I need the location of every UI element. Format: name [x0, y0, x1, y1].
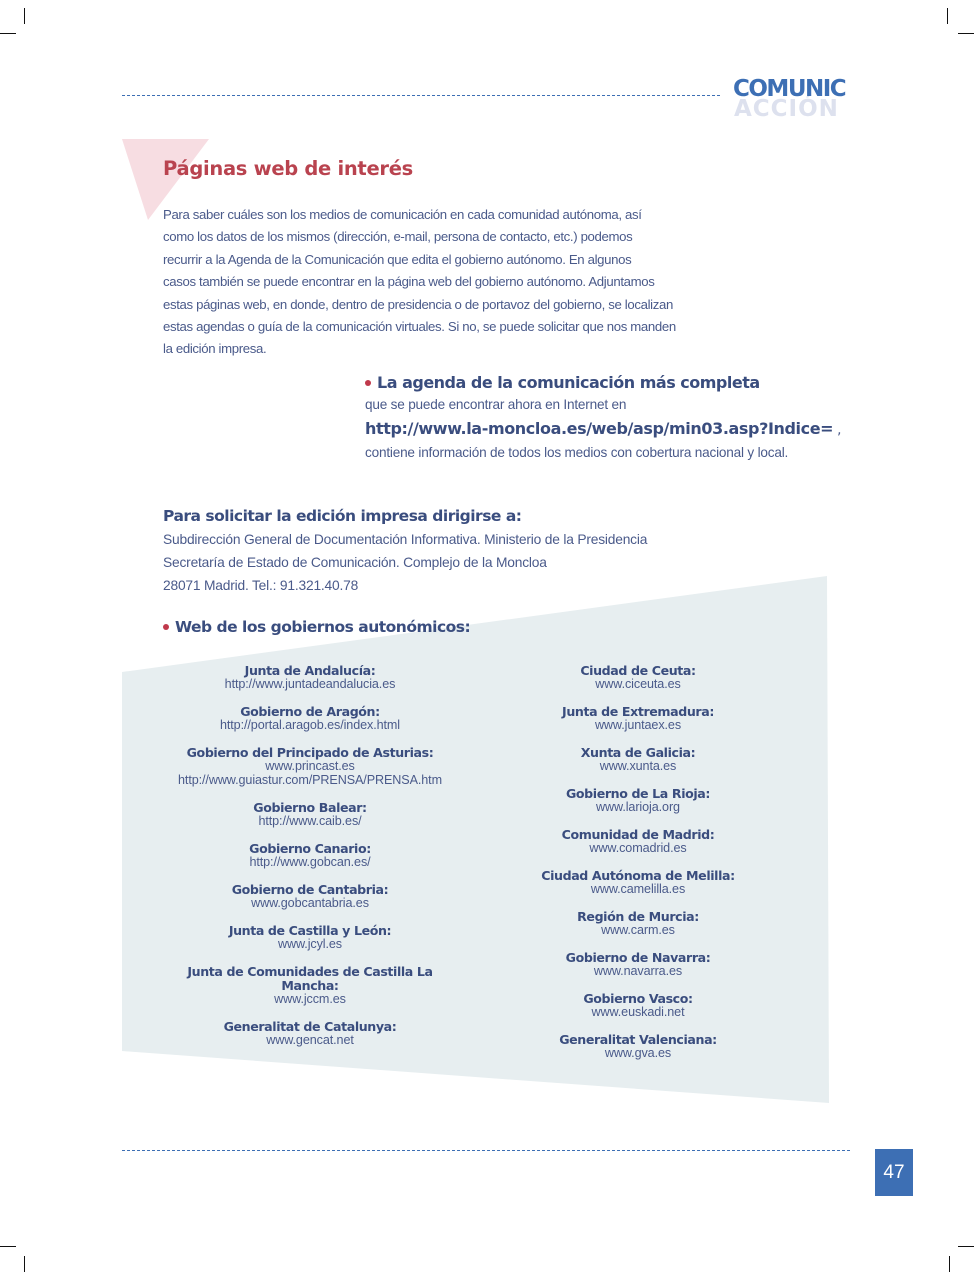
address-line: Secretaría de Estado de Comunicación. Complejo de la Moncloa [163, 555, 547, 570]
list-item: Junta de Comunidades de Castilla La Mancha: www.jccm.es [160, 965, 460, 1007]
list-item: Junta de Castilla y León: www.jcyl.es [160, 924, 460, 952]
gobiernos-list-left [160, 664, 460, 1061]
gov-link[interactable]: http://www.gobcan.es/ [249, 854, 371, 869]
list-item: Junta de Andalucía: http://www.juntadeandalucia.es [160, 664, 460, 692]
list-item: Comunidad de Madrid: www.comadrid.es [518, 828, 758, 856]
gov-link[interactable]: www.gva.es [604, 1045, 672, 1060]
list-item: Gobierno Vasco: www.euskadi.net [518, 992, 758, 1020]
intro-line: recurrir a la Agenda de la Comunicación que edita el gobierno autónomo. En algunos [163, 251, 632, 267]
gov-link[interactable]: http://www.juntadeandalucia.es [224, 677, 396, 691]
gov-link[interactable]: www.navarra.es [593, 963, 683, 978]
gov-link[interactable]: www.comadrid.es [589, 840, 687, 855]
address-line: Subdirección General de Documentación Informativa. Ministerio de la Presidencia [163, 532, 648, 547]
agenda-line2: contiene información de todos los medios con cobertura nacional y local. [365, 444, 789, 460]
footer-dashed-rule [122, 1150, 850, 1151]
logo-top-text: COMUNIC [733, 76, 846, 102]
gov-link[interactable]: www.euskadi.net [591, 1004, 685, 1019]
gov-link[interactable]: www.gobcantabria.es [251, 895, 369, 910]
list-item: Gobierno de Aragón: http://portal.aragob.es/index.html [160, 705, 460, 733]
gov-link[interactable]: www.camelilla.es [590, 881, 686, 896]
list-item: Ciudad Autónoma de Melilla: www.camelilla.es [518, 869, 758, 897]
list-item: Junta de Extremadura: www.juntaex.es [518, 705, 758, 733]
list-item: Gobierno de La Rioja: www.larioja.org [518, 787, 758, 815]
intro-line: estas páginas web, en donde, dentro de presidencia o de portavoz del gobierno, se localizan [163, 296, 673, 312]
list-item: Gobierno Canario: http://www.gobcan.es/ [160, 842, 460, 870]
logo-bottom-text: ACCIÓN [734, 96, 839, 122]
gov-link[interactable]: www.ciceuta.es [595, 677, 681, 691]
intro-line: la edición impresa. [163, 341, 267, 357]
list-item: Generalitat Valenciana: www.gva.es [518, 1033, 758, 1061]
comunicaccion-logo [733, 76, 855, 126]
gov-link[interactable]: www.princast.es [265, 758, 355, 773]
web-gobiernos-heading: Web de los gobiernos autonómicos: [163, 618, 470, 636]
list-item: Gobierno de Navarra: www.navarra.es [518, 951, 758, 979]
moncloa-link[interactable]: http://www.la-moncloa.es/web/asp/min03.asp?Indice= [365, 418, 834, 438]
gov-link[interactable]: www.juntaex.es [594, 717, 682, 732]
intro-line: casos también se puede encontrar en la página web del gobierno autónomo. Adjuntamos [163, 274, 655, 290]
list-item: Xunta de Galicia: www.xunta.es [518, 746, 758, 774]
address-line: 28071 Madrid. Tel.: 91.321.40.78 [163, 578, 359, 593]
list-item: Gobierno de Cantabria: www.gobcantabria.es [160, 883, 460, 911]
intro-line: estas agendas o guía de la comunicación virtuales. Si no, se puede solicitar que nos manden [163, 319, 676, 335]
intro-line: Para saber cuáles son los medios de comunicación en cada comunidad autónoma, así [163, 207, 642, 222]
gov-link[interactable]: http://www.guiastur.com/PRENSA/PRENSA.htm [178, 772, 442, 787]
gov-link[interactable]: www.jccm.es [274, 991, 346, 1006]
gov-link[interactable]: http://www.caib.es/ [258, 813, 362, 828]
intro-line: como los datos de los mismos (dirección, e-mail, persona de contacto, etc.) podemos [163, 229, 633, 245]
header-dashed-rule [122, 95, 720, 96]
list-item: Generalitat de Catalunya: www.gencat.net [160, 1020, 460, 1048]
gov-link[interactable]: http://portal.aragob.es/index.html [219, 717, 400, 732]
gobiernos-list-right [518, 664, 758, 1074]
solicitar-heading: Para solicitar la edición impresa dirigirse a: [163, 507, 522, 525]
list-item: Ciudad de Ceuta: www.ciceuta.es [518, 664, 758, 692]
agenda-line1: que se puede encontrar ahora en Internet en [365, 397, 627, 412]
gov-link[interactable]: www.gencat.net [266, 1032, 354, 1047]
gov-link[interactable]: www.jcyl.es [278, 936, 342, 951]
agenda-callout [365, 372, 865, 464]
bullet-icon [365, 380, 371, 386]
solicitar-section [163, 505, 783, 597]
agenda-heading: La agenda de la comunicación más completa [365, 372, 865, 394]
list-item: Gobierno del Principado de Asturias: www.princast.es http://www.guiastur.com/PRENSA/PRENSA.htm [160, 746, 460, 788]
agenda-url-line: http://www.la-moncloa.es/web/asp/min03.asp?Indice= , [365, 418, 842, 438]
gov-link[interactable]: www.larioja.org [596, 799, 680, 814]
page-title: Páginas web de interés [163, 157, 413, 180]
gov-link[interactable]: www.carm.es [601, 922, 675, 937]
page-number-badge: 47 [875, 1149, 913, 1196]
list-item: Región de Murcia: www.carm.es [518, 910, 758, 938]
intro-paragraph [163, 204, 763, 361]
bullet-icon [163, 624, 169, 630]
gov-link[interactable]: www.xunta.es [599, 758, 677, 773]
list-item: Gobierno Balear: http://www.caib.es/ [160, 801, 460, 829]
